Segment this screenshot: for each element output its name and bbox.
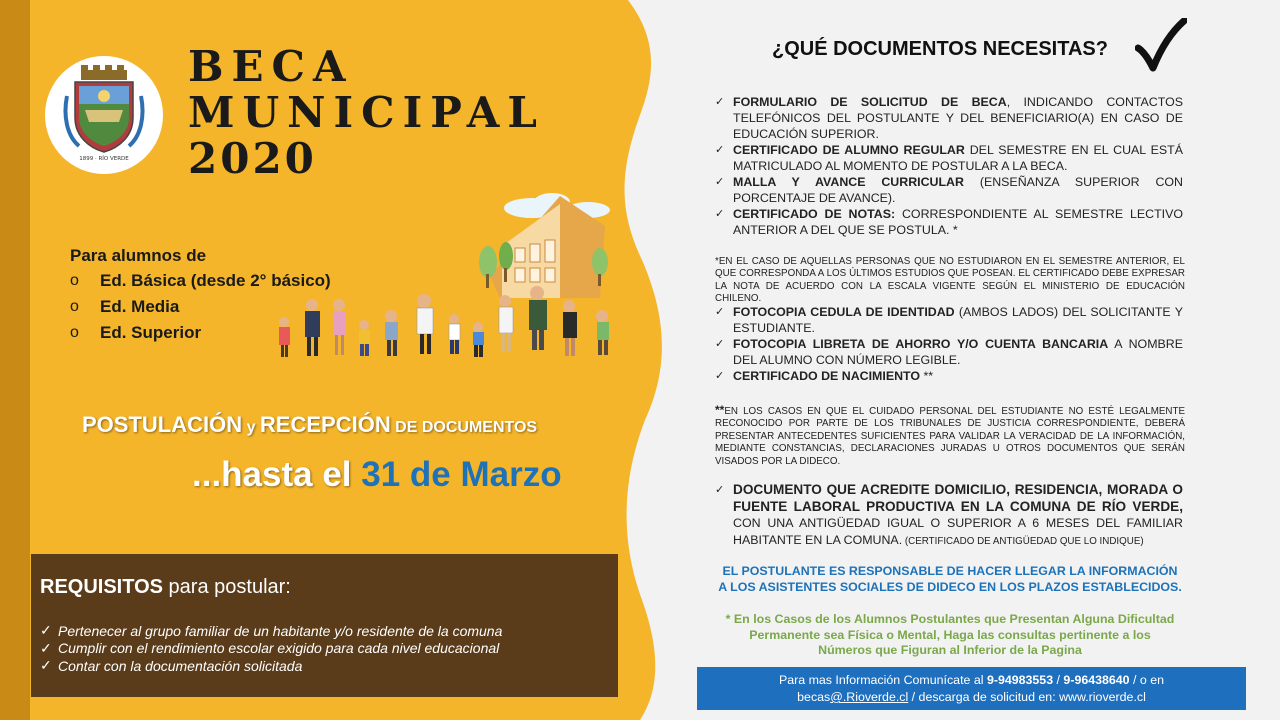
level-item: o Ed. Superior: [70, 323, 202, 342]
email-link[interactable]: @.Rioverde.cl: [830, 690, 909, 704]
check-icon: ✓: [715, 96, 725, 108]
document-item: ✓ DOCUMENTO QUE ACREDITE DOMICILIO, RESIDENCIA, MORADA O FUENTE LABORAL PRODUCTIVA EN LA COMUNA DE RÍO VERDE, CON UNA ANTIGÜEDAD IGUAL O SUPERIOR A 6 MESES DEL FAMILIAR HABITANTE EN LA COMUNA. (CERTIFICADO DE ANTIGÜEDAD QUE LO INDIQUE): [715, 482, 1183, 550]
documents-title: ¿QUÉ DOCUMENTOS NECESITAS?: [772, 38, 1108, 60]
requirements-title: REQUISITOS para postular:: [40, 576, 291, 598]
document-item: ✓ FOTOCOPIA CEDULA DE IDENTIDAD (AMBOS LADOS) DEL SOLICITANTE Y ESTUDIANTE.: [715, 305, 1183, 335]
check-icon: ✓: [715, 176, 725, 188]
requirement-item: ✓ Pertenecer al grupo familiar de un habitante y/o residente de la comuna: [40, 622, 503, 639]
document-item: ✓ CERTIFICADO DE NACIMIENTO **: [715, 369, 934, 383]
check-icon: ✓: [715, 144, 725, 156]
download-link[interactable]: / descarga de solicitud en: www.rioverde.cl: [908, 690, 1146, 704]
deadline: ...hasta el 31 de Marzo: [192, 455, 562, 494]
level-item: o Ed. Media: [70, 297, 180, 316]
check-icon: ✓: [40, 657, 52, 674]
big-check-icon: [1135, 18, 1187, 72]
municipality-seal: [45, 56, 163, 174]
check-icon: ✓: [715, 306, 725, 318]
svg-text:1899 · RÍO VERDE: 1899 · RÍO VERDE: [79, 156, 129, 162]
check-icon: ✓: [715, 338, 725, 350]
grades-footnote: *EN EL CASO DE AQUELLAS PERSONAS QUE NO ESTUDIARON EN EL SEMESTRE ANTERIOR, EL QUE CORRESPONDA A LOS ÚLTIMOS ESTUDIOS QUE POSEAN. EL CERTIFICADO DEBE EXPRESAR LA NOTA DE ACUERDO CON LA ESCALA VIGENTE SEGÚN EL MINISTERIO DE EDUCACIÓN CHILENO.: [715, 256, 1185, 305]
student-levels-heading: Para alumnos de: [70, 246, 207, 265]
document-item: ✓ CERTIFICADO DE NOTAS: CORRESPONDIENTE AL SEMESTRE LECTIVO ANTERIOR A DEL QUE SE POSTULA. *: [715, 207, 1183, 237]
title-line-3: 2020: [188, 134, 317, 183]
requirements-list: [40, 622, 502, 675]
custody-footnote: **EN LOS CASOS EN QUE EL CUIDADO PERSONAL DEL ESTUDIANTE NO ESTÉ LEGALMENTE RECONOCIDO POR PARTE DE LOS TRIBUNALES DE JUSTICIA CORRESPONDIENTE, DEBERÁ PRESENTAR ANTECEDENTES SUFICIENTES PARA VALIDAR LA VERACIDAD DE LA INFORMACIÓN, MEDIANTE CONSTANCIAS, DECLARACIONES JURADAS U OTROS DOCUMENTOS QUE SERÁN VISADOS POR LA DIDECO.: [715, 403, 1185, 467]
documents-list-2: [715, 304, 1183, 384]
check-icon: ✓: [715, 484, 725, 496]
document-item: ✓ FOTOCOPIA LIBRETA DE AHORRO Y/O CUENTA BANCARIA A NOMBRE DEL ALUMNO CON NÚMERO LEGIBLE.: [715, 337, 1183, 367]
document-item: ✓ MALLA Y AVANCE CURRICULAR (ENSEÑANZA SUPERIOR CON PORCENTAJE DE AVANCE).: [715, 175, 1183, 205]
students-school-illustration: [270, 186, 620, 371]
documents-list-3: [715, 482, 1183, 550]
requirements-box: [31, 554, 618, 697]
application-heading: POSTULACIÓN y RECEPCIÓN DE DOCUMENTOS: [82, 412, 538, 437]
responsibility-notice: EL POSTULANTE ES RESPONSABLE DE HACER LLEGAR LA INFORMACIÓN A LOS ASISTENTES SOCIALES DE DIDECO EN LOS PLAZOS ESTABLECIDOS.: [718, 564, 1182, 594]
requirement-item: ✓ Cumplir con el rendimiento escolar exigido para cada nivel educacional: [40, 639, 500, 657]
title-line-1: BECA: [188, 42, 354, 91]
phone-2: 9-96438640: [1063, 673, 1130, 687]
document-item: ✓ FORMULARIO DE SOLICITUD DE BECA, INDICANDO CONTACTOS TELEFÓNICOS DEL POSTULANTE Y DEL BENEFICIARIO(A) EN CASO DE EDUCACIÓN SUPERIOR.: [715, 95, 1184, 141]
check-icon: ✓: [40, 639, 52, 656]
title-line-2: MUNICIPAL: [188, 88, 545, 137]
check-icon: ✓: [40, 622, 52, 639]
phone-1: 9-94983553: [986, 673, 1054, 687]
check-icon: ✓: [715, 208, 725, 220]
contact-line-2: becas@.Rioverde.cl / descarga de solicitud en: www.rioverde.cl: [797, 690, 1146, 704]
requirement-item: ✓ Contar con la documentación solicitada: [40, 657, 303, 674]
contact-line-1: Para mas Información Comunícate al 9-94983553 / 9-96438640 / o en: [778, 673, 1165, 687]
contact-bar: [697, 667, 1246, 710]
disability-notice: * En los Casos de los Alumnos Postulantes que Presentan Alguna Dificultad Permanente sea Física o Mental, Haga las consultas pertinente a los Números que Figuran al Inferior de la Pagina: [725, 612, 1175, 657]
level-item: o Ed. Básica (desde 2° básico): [70, 271, 331, 290]
document-item: ✓ CERTIFICADO DE ALUMNO REGULAR DEL SEMESTRE EN EL CUAL ESTÁ MATRICULADO AL MOMENTO DE POSTULAR A LA BECA.: [715, 143, 1183, 173]
check-icon: ✓: [715, 370, 725, 382]
documents-list-1: [715, 94, 1183, 238]
